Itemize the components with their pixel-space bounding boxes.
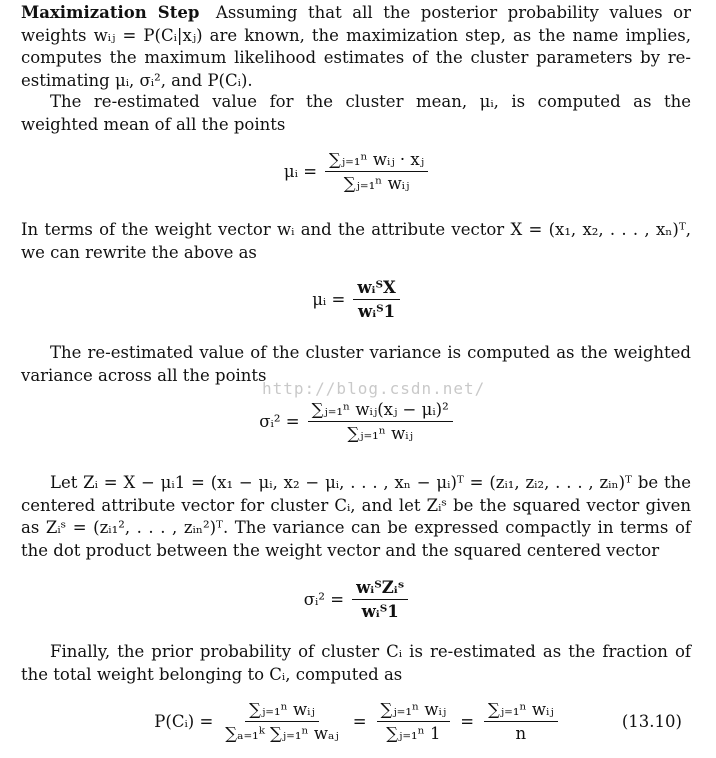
fraction-2: [377, 700, 451, 743]
numerator: wᵢᵀZᵢˢ: [352, 578, 408, 600]
fraction-3: [484, 700, 558, 743]
denominator: ∑ₐ₌₁ᵏ ∑ⱼ₌₁ⁿ wₐⱼ: [225, 724, 339, 743]
numerator: ∑ⱼ₌₁ⁿ wᵢⱼ(xⱼ − μᵢ)²: [308, 400, 453, 422]
paragraph-text: Assuming that all the posterior probability values or weights wᵢⱼ = P(Cᵢ|xⱼ) are known, the maximization step, as the name implies, computes the maximum likelihood estimates of the cluster parameters by re-estimating μᵢ, σᵢ², and P(Cᵢ).: [21, 3, 691, 90]
fraction: [353, 278, 399, 321]
equation-variance-vector: [0, 578, 716, 621]
equation-variance: [0, 400, 716, 443]
fraction-1: [221, 700, 342, 743]
equation-prior: [0, 700, 716, 743]
paragraph-prior-probability: [21, 641, 691, 686]
watermark: http://blog.csdn.net/: [262, 379, 486, 398]
equation-lhs: μᵢ =: [283, 162, 318, 181]
equation-number: (13.10): [621, 712, 682, 731]
paragraph-maximization-step: [21, 2, 691, 92]
numerator: wᵢᵀX: [353, 278, 399, 300]
equals-sign: =: [352, 712, 367, 731]
paragraph-text: In terms of the weight vector wᵢ and the attribute vector X = (x₁, x₂, . . . , xₙ)ᵀ, we can rewrite the above as: [21, 220, 691, 262]
paragraph-cluster-mean: [21, 91, 691, 136]
numerator: ∑ⱼ₌₁ⁿ wᵢⱼ · xⱼ: [325, 150, 428, 172]
paragraph-centered-vector: [21, 472, 691, 562]
numerator: ∑ⱼ₌₁ⁿ wᵢⱼ: [377, 700, 451, 722]
paragraph-text: The re-estimated value of the cluster variance is computed as the weighted variance across all the points: [21, 343, 691, 385]
equation-mean-vector: [0, 278, 716, 321]
section-heading: Maximization Step: [21, 3, 200, 22]
numerator: ∑ⱼ₌₁ⁿ wᵢⱼ: [484, 700, 558, 722]
equation-mean: [0, 150, 716, 193]
equation-lhs: σᵢ² =: [259, 412, 300, 431]
denominator: wᵢᵀ1: [361, 602, 399, 621]
fraction: [308, 400, 453, 443]
fraction: [325, 150, 428, 193]
denominator: ∑ⱼ₌₁ⁿ 1: [386, 724, 441, 743]
paragraph-text: Let Zᵢ = X − μᵢ1 = (x₁ − μᵢ, x₂ − μᵢ, . . . , xₙ − μᵢ)ᵀ = (zᵢ₁, zᵢ₂, . . . , zᵢₙ)ᵀ be the centered attribute vector for cluster Cᵢ, and let Zᵢˢ be the squared vector given as Zᵢˢ = (zᵢ₁², . . . , zᵢₙ²)ᵀ. The variance can be expressed compactly in terms of the dot product between the weight vector and the squared centered vector: [21, 473, 691, 560]
denominator: ∑ⱼ₌₁ⁿ wᵢⱼ: [347, 424, 413, 443]
denominator: wᵢᵀ1: [357, 302, 396, 321]
equation-lhs: μᵢ =: [312, 290, 346, 309]
paragraph-weight-vector: [21, 219, 691, 264]
equation-lhs: P(Cᵢ) =: [154, 712, 214, 731]
equals-sign: =: [460, 712, 475, 731]
paragraph-text: The re-estimated value for the cluster mean, μᵢ, is computed as the weighted mean of all the points: [21, 92, 691, 134]
denominator: ∑ⱼ₌₁ⁿ wᵢⱼ: [343, 174, 410, 193]
equation-lhs: σᵢ² =: [303, 590, 345, 609]
paragraph-text: Finally, the prior probability of cluster Cᵢ is re-estimated as the fraction of the total weight belonging to Cᵢ, computed as: [21, 642, 691, 684]
fraction: [352, 578, 408, 621]
denominator: n: [515, 724, 527, 743]
numerator: ∑ⱼ₌₁ⁿ wᵢⱼ: [245, 700, 319, 722]
